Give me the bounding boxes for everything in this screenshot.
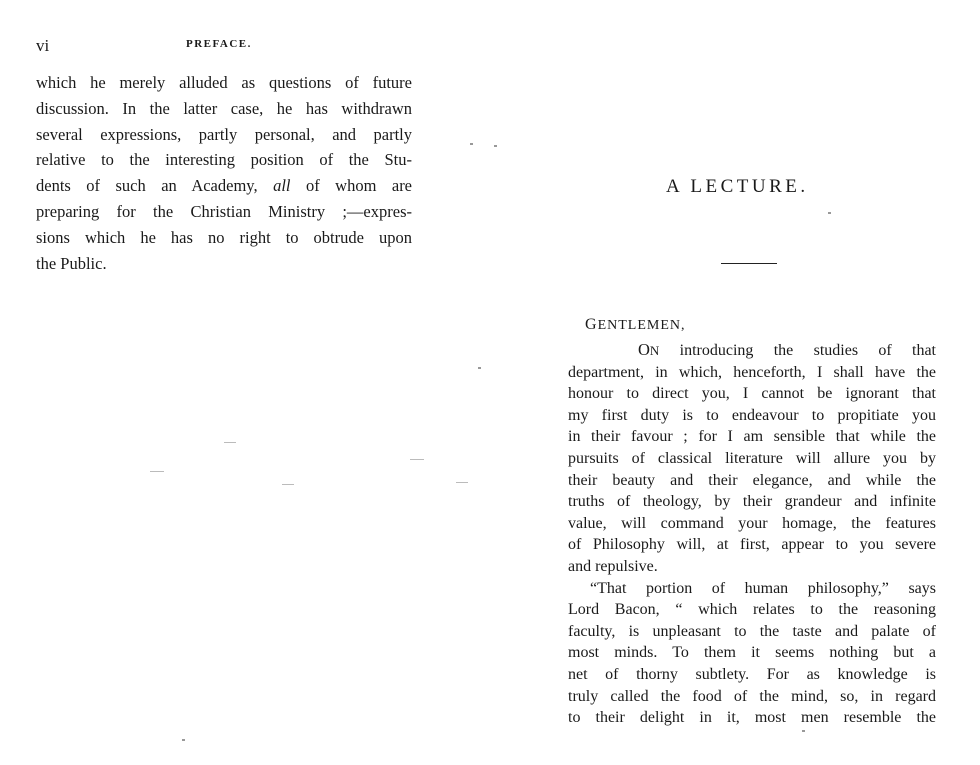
- text-line: faculty, is unpleasant to the taste and palate of: [568, 622, 936, 640]
- text-line: truths of theology, by their grandeur and infinite: [568, 493, 936, 511]
- paper-speck: [478, 367, 481, 369]
- page-number: vi: [36, 36, 50, 55]
- drop-small: N: [649, 343, 660, 358]
- text-line: net of thorny subtlety. For as knowledge is: [568, 665, 936, 683]
- text-line: their beauty and their elegance, and while the: [568, 471, 936, 489]
- paper-speck: [182, 739, 185, 741]
- lecture-title: A LECTURE.: [666, 176, 809, 197]
- text-line: value, will command your homage, the features: [568, 514, 936, 532]
- text-line: most minds. To them it seems nothing but a: [568, 644, 936, 662]
- paper-speck: [494, 145, 497, 147]
- text-line: discussion. In the latter case, he has withdrawn: [36, 98, 412, 118]
- text-line: of Philosophy will, at first, appear to you severe: [568, 536, 936, 554]
- paper-speck: [470, 143, 473, 145]
- running-head-title: PREFACE.: [186, 38, 252, 50]
- text-line: relative to the interesting position of the Stu-: [36, 150, 412, 170]
- text-line: in their favour ; for I am sensible that while the: [568, 428, 936, 446]
- paper-speck: [828, 212, 831, 214]
- text-line: department, in which, henceforth, I shall have the: [568, 363, 936, 381]
- salutation-rest: ENTLEMEN,: [597, 318, 686, 333]
- text-line: pursuits of classical literature will allure you by: [568, 449, 936, 467]
- lecture-text: [568, 339, 936, 729]
- text-line: to their delight in it, most men resemble the: [568, 709, 936, 727]
- drop-cap: O: [638, 340, 650, 359]
- paper-speck: [802, 730, 805, 732]
- text-line: Lord Bacon, “ which relates to the reasoning: [568, 601, 936, 619]
- text-line: my first duty is to endeavour to propitiate you: [568, 406, 936, 424]
- text-line: truly called the food of the mind, so, in regard: [568, 687, 936, 705]
- text-line: honour to direct you, I cannot be ignorant that: [568, 385, 936, 403]
- right-page: [470, 0, 980, 765]
- text-line: [568, 339, 936, 362]
- paper-speck: [456, 482, 468, 483]
- salutation-cap: G: [585, 316, 598, 333]
- text-line: and repulsive.: [568, 557, 658, 575]
- title-rule: [721, 263, 777, 264]
- italic-word: all: [273, 176, 291, 196]
- paper-speck: [150, 471, 164, 472]
- text-line: [36, 173, 412, 199]
- paper-speck: [410, 459, 424, 460]
- text-line: several expressions, partly personal, and partly: [36, 124, 412, 144]
- text-line: preparing for the Christian Ministry ;—expres-: [36, 201, 412, 221]
- salutation: [585, 316, 686, 334]
- left-page: [0, 0, 470, 765]
- paper-speck: [282, 484, 294, 485]
- text-segment: introducing the studies of that: [679, 342, 937, 359]
- text-line: the Public.: [36, 253, 107, 273]
- preface-text: [36, 70, 412, 276]
- paper-speck: [224, 442, 236, 443]
- text-line: which he merely alluded as questions of future: [36, 73, 412, 92]
- text-segment: dents of such an Academy,: [36, 176, 258, 196]
- text-line: sions which he has no right to obtrude upon: [36, 227, 412, 247]
- text-segment: of whom are: [305, 176, 413, 196]
- text-line: “That portion of human philosophy,” says: [590, 579, 936, 597]
